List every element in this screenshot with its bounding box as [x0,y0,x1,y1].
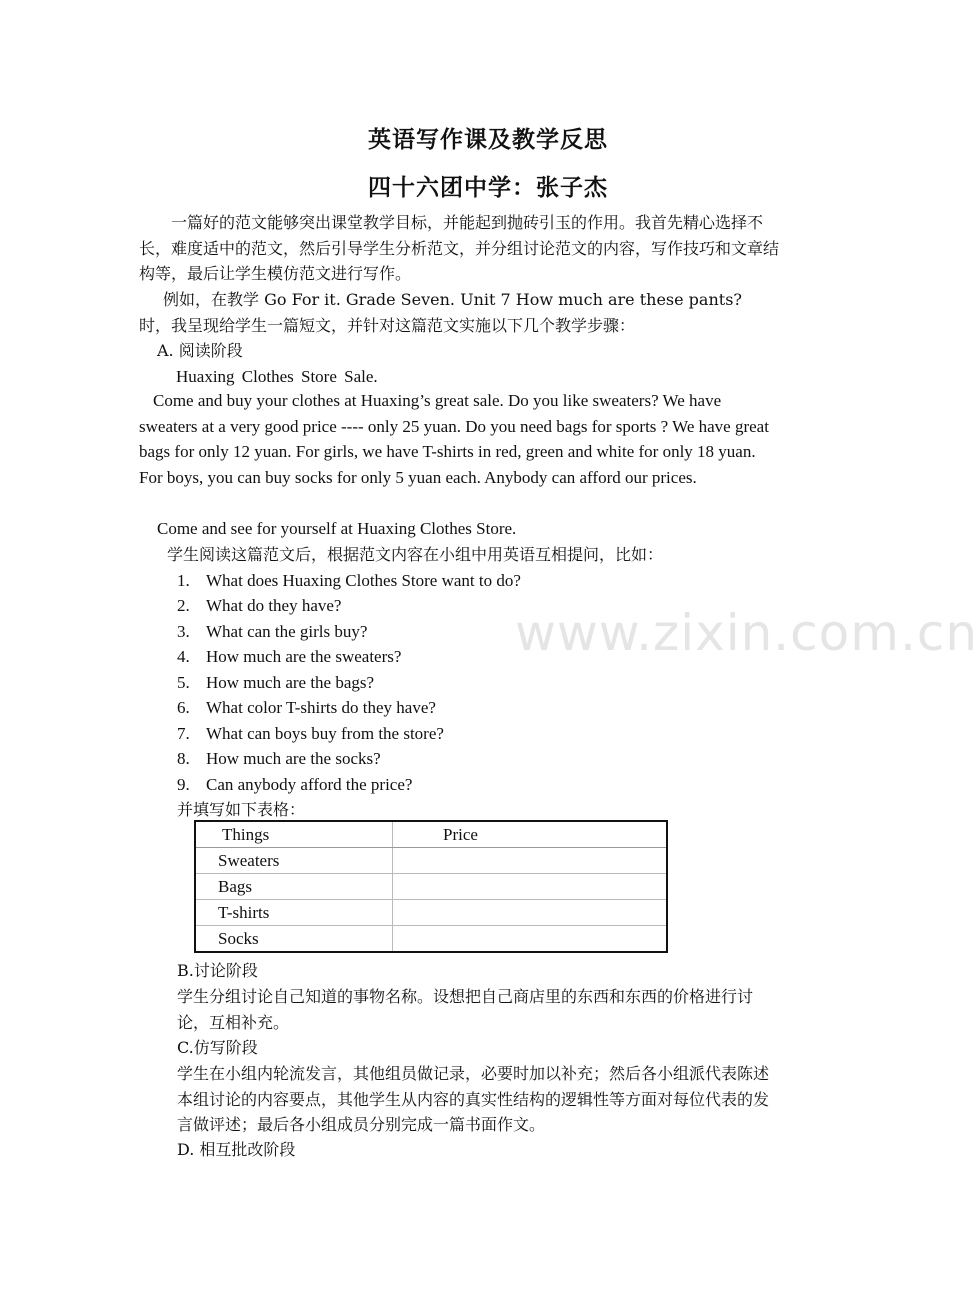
table-row [195,874,667,900]
intro-paragraph: 一篇好的范文能够突出课堂教学目标，并能起到抛砖引玉的作用。我首先精心选择不长，难度适中的范文，然后引导学生分析范文，并分组讨论范文的内容，写作技巧和文章结构等，最后让学生模仿范文进行写作。 [139,213,780,284]
stage-a-heading: A. 阅读阶段 [157,341,243,360]
row-thing: T-shirts [195,900,393,926]
stage-b-heading: B.讨论阶段 [177,961,258,980]
question-item: 6. What color T-shirts do they have? [177,698,436,717]
question-item: 8. How much are the socks? [177,749,381,768]
row-price-cell [393,848,668,874]
passage-title: Huaxing Clothes Store Sale. [176,367,378,386]
row-thing: Bags [195,874,393,900]
header-price: Price [393,821,668,848]
table-row [195,848,667,874]
row-price-cell [393,874,668,900]
question-item: 7. What can boys buy from the store? [177,724,444,743]
stage-c-heading: C.仿写阶段 [177,1038,258,1057]
example-paragraph: 例如，在教学 Go For it. Grade Seven. Unit 7 How much are these pants? 时，我呈现给学生一篇短文，并针对这篇范文实施以下几个教学步骤： [139,290,742,335]
question-item: 3. What can the girls buy? [177,622,368,641]
stage-c-text: 学生在小组内轮流发言，其他组员做记录，必要时加以补充；然后各小组派代表陈述本组讨论的内容要点，其他学生从内容的真实性结构的逻辑性等方面对每位代表的发言做评述；最后各小组成员分别完成一篇书面作文。 [177,1064,770,1135]
passage-body: Come and buy your clothes at Huaxing’s great sale. Do you like sweaters? We have sweaters at a very good price ---- only 25 yuan. Do you need bags for sports ? We have great bags for only 12 yuan. For girls, we have T-shirts in red, green and white for only 18 yuan. For boys, you can buy socks for only 5 yuan each. Anybody can afford our prices. [139,391,769,488]
stage-b-text: 学生分组讨论自己知道的事物名称。设想把自己商店里的东西和东西的价格进行讨论，互相补充。 [177,987,754,1032]
table-row [195,900,667,926]
row-price-cell [393,926,668,953]
stage-d-heading: D. 相互批改阶段 [177,1140,296,1159]
document-title: 英语写作课及教学反思 [368,127,608,153]
passage-end: Come and see for yourself at Huaxing Clothes Store. [157,519,517,538]
question-item: 1. What does Huaxing Clothes Store want to do? [177,571,521,590]
row-thing: Socks [195,926,393,953]
table-header-row [195,821,667,848]
questions-intro: 学生阅读这篇范文后，根据范文内容在小组中用英语互相提问，比如： [167,545,664,564]
price-table [194,820,668,953]
watermark: www.zixin.com.cn [515,604,978,662]
row-price-cell [393,900,668,926]
question-item: 2. What do they have? [177,596,342,615]
header-things: Things [195,821,393,848]
document-author: 四十六团中学：张子杰 [368,175,608,201]
question-item: 5. How much are the bags? [177,673,375,692]
table-row [195,926,667,953]
question-item: 9. Can anybody afford the price? [177,775,413,794]
table-intro: 并填写如下表格： [177,800,306,819]
question-item: 4. How much are the sweaters? [177,647,402,666]
row-thing: Sweaters [195,848,393,874]
